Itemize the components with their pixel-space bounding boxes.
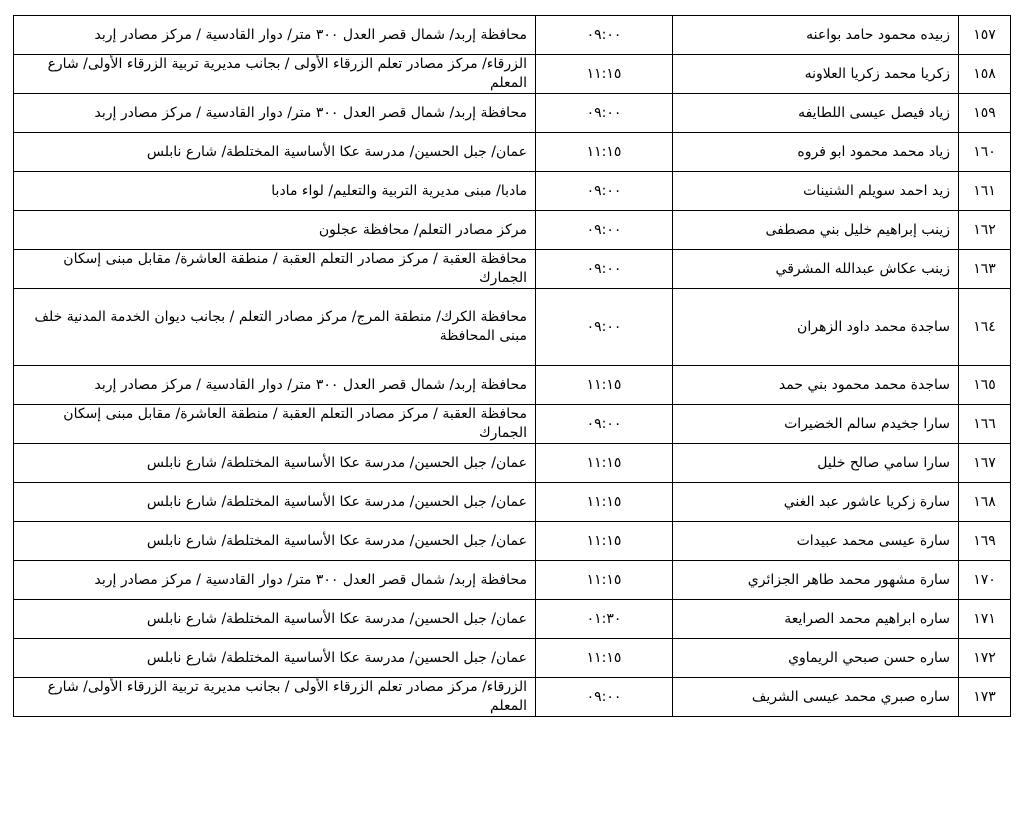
exam-location: محافظة العقبة / مركز مصادر التعلم العقبة / منطقة العاشرة/ مقابل مبنى إسكان الجمارك [14,250,536,289]
person-name: سارة مشهور محمد طاهر الجزائري [673,561,959,600]
table-row [14,94,1011,133]
session-time: ١١:١٥ [536,444,673,483]
person-name: سارا سامي صالح خليل [673,444,959,483]
person-name: سارة زكريا عاشور عبد الغني [673,483,959,522]
session-time: ١١:١٥ [536,522,673,561]
session-time: ٠٩:٠٠ [536,211,673,250]
session-time: ١١:١٥ [536,483,673,522]
exam-location: محافظة إربد/ شمال قصر العدل ٣٠٠ متر/ دوار القادسية / مركز مصادر إربد [14,561,536,600]
table-row [14,133,1011,172]
person-name: زكريا محمد زكريا العلاونه [673,55,959,94]
person-name: زبيده محمود حامد بواعنه [673,16,959,55]
row-number: ١٧٠ [959,561,1011,600]
person-name: ساره حسن صبحي الريماوي [673,639,959,678]
session-time: ٠٩:٠٠ [536,289,673,366]
row-number: ١٦٤ [959,289,1011,366]
session-time: ١١:١٥ [536,55,673,94]
session-time: ٠٩:٠٠ [536,172,673,211]
exam-location: محافظة إربد/ شمال قصر العدل ٣٠٠ متر/ دوار القادسية / مركز مصادر إربد [14,94,536,133]
exam-location: الزرقاء/ مركز مصادر تعلم الزرقاء الأولى / بجانب مديرية تربية الزرقاء الأولى/ شارع المعلم [14,55,536,94]
person-name: زياد محمد محمود ابو فروه [673,133,959,172]
session-time: ١١:١٥ [536,639,673,678]
table-row [14,16,1011,55]
exam-location: مركز مصادر التعلم/ محافظة عجلون [14,211,536,250]
session-time: ١١:١٥ [536,366,673,405]
row-number: ١٦٣ [959,250,1011,289]
exam-location: مادبا/ مبنى مديرية التربية والتعليم/ لواء مادبا [14,172,536,211]
person-name: زيد احمد سويلم الشنينات [673,172,959,211]
exam-location: محافظة الكرك/ منطقة المرج/ مركز مصادر التعلم / بجانب ديوان الخدمة المدنية خلف مبنى المحافظة [14,289,536,366]
person-name: ساجدة محمد داود الزهران [673,289,959,366]
row-number: ١٦٦ [959,405,1011,444]
row-number: ١٧٣ [959,678,1011,717]
person-name: زينب إبراهيم خليل بني مصطفى [673,211,959,250]
session-time: ١١:١٥ [536,133,673,172]
person-name: ساجدة محمد محمود بني حمد [673,366,959,405]
row-number: ١٦٥ [959,366,1011,405]
table-row [14,250,1011,289]
table-row [14,600,1011,639]
table-row [14,366,1011,405]
schedule-table [13,15,1011,717]
row-number: ١٦٧ [959,444,1011,483]
table-row [14,483,1011,522]
exam-location: عمان/ جبل الحسين/ مدرسة عكا الأساسية المختلطة/ شارع نابلس [14,133,536,172]
exam-location: عمان/ جبل الحسين/ مدرسة عكا الأساسية المختلطة/ شارع نابلس [14,444,536,483]
exam-location: عمان/ جبل الحسين/ مدرسة عكا الأساسية المختلطة/ شارع نابلس [14,639,536,678]
person-name: سارا جخيدم سالم الخضيرات [673,405,959,444]
row-number: ١٦١ [959,172,1011,211]
session-time: ٠١:٣٠ [536,600,673,639]
table-row [14,522,1011,561]
schedule-rows [14,16,1011,717]
session-time: ٠٩:٠٠ [536,250,673,289]
person-name: ساره صبري محمد عيسى الشريف [673,678,959,717]
session-time: ٠٩:٠٠ [536,678,673,717]
table-row [14,444,1011,483]
person-name: ساره ابراهيم محمد الصرايعة [673,600,959,639]
row-number: ١٦٠ [959,133,1011,172]
exam-location: عمان/ جبل الحسين/ مدرسة عكا الأساسية المختلطة/ شارع نابلس [14,522,536,561]
table-row [14,172,1011,211]
exam-location: محافظة العقبة / مركز مصادر التعلم العقبة / منطقة العاشرة/ مقابل مبنى إسكان الجمارك [14,405,536,444]
table-row [14,405,1011,444]
table-row [14,561,1011,600]
row-number: ١٥٩ [959,94,1011,133]
table-row [14,639,1011,678]
table-row [14,289,1011,366]
session-time: ٠٩:٠٠ [536,405,673,444]
row-number: ١٧١ [959,600,1011,639]
row-number: ١٦٢ [959,211,1011,250]
session-time: ١١:١٥ [536,561,673,600]
person-name: زينب عكاش عبدالله المشرقي [673,250,959,289]
exam-location: عمان/ جبل الحسين/ مدرسة عكا الأساسية المختلطة/ شارع نابلس [14,483,536,522]
row-number: ١٦٩ [959,522,1011,561]
person-name: سارة عيسى محمد عبيدات [673,522,959,561]
exam-location: الزرقاء/ مركز مصادر تعلم الزرقاء الأولى / بجانب مديرية تربية الزرقاء الأولى/ شارع المعلم [14,678,536,717]
exam-location: عمان/ جبل الحسين/ مدرسة عكا الأساسية المختلطة/ شارع نابلس [14,600,536,639]
exam-location: محافظة إربد/ شمال قصر العدل ٣٠٠ متر/ دوار القادسية / مركز مصادر إربد [14,366,536,405]
table-row [14,55,1011,94]
session-time: ٠٩:٠٠ [536,94,673,133]
row-number: ١٧٢ [959,639,1011,678]
session-time: ٠٩:٠٠ [536,16,673,55]
exam-location: محافظة إربد/ شمال قصر العدل ٣٠٠ متر/ دوار القادسية / مركز مصادر إربد [14,16,536,55]
table-row [14,678,1011,717]
table-row [14,211,1011,250]
person-name: زياد فيصل عيسى اللطايفه [673,94,959,133]
row-number: ١٥٧ [959,16,1011,55]
row-number: ١٥٨ [959,55,1011,94]
row-number: ١٦٨ [959,483,1011,522]
